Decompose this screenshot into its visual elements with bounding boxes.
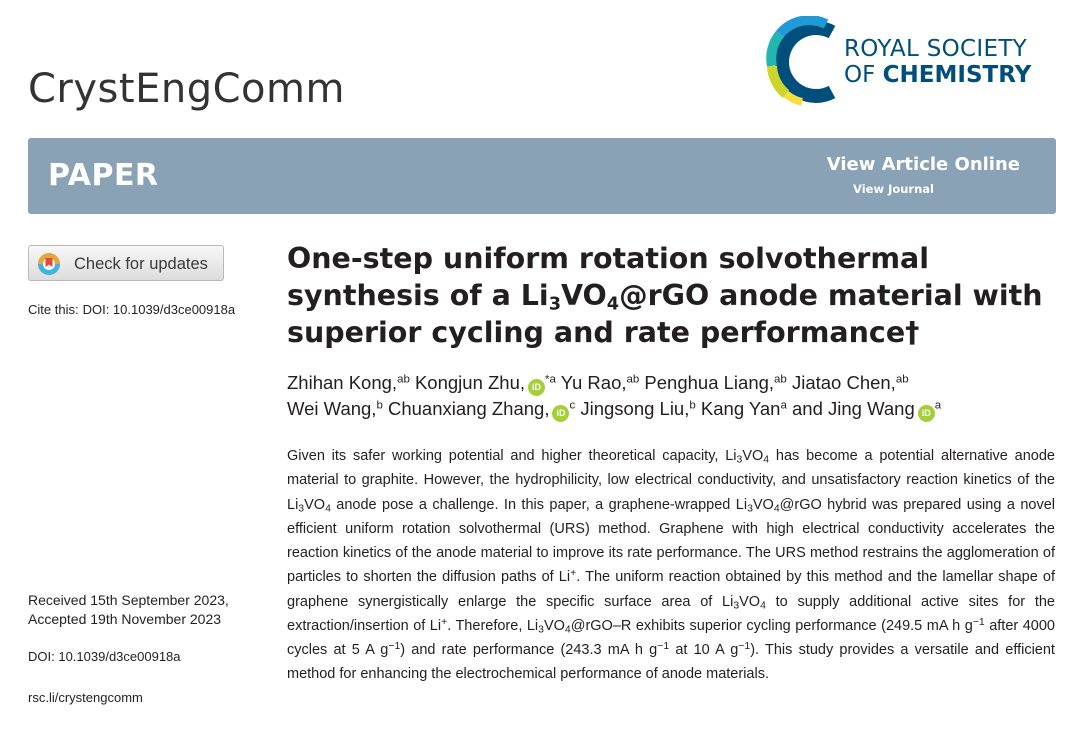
author-name[interactable]: Jing Wang	[828, 398, 915, 419]
abstract	[287, 444, 1055, 687]
abstract-text: after 4000 cycles at 5 A g	[287, 617, 1055, 658]
author-name[interactable]: Kongjun Zhu,	[414, 372, 526, 393]
abstract-text: at 10 A g	[669, 642, 739, 658]
received-accepted-dates	[28, 591, 229, 629]
author-name[interactable]: Jiatao Chen,	[791, 372, 896, 393]
check-for-updates-label: Check for updates	[74, 255, 208, 273]
article-title: One-step uniform rotation solvothermal synthesis of a $Li_3VO_4@rGO$ anode material with superior cycling and rate performance†	[287, 242, 1043, 349]
abstract-text: ). This study provides a versatile and efficient method for enhancing the electrochemical performance of anode materials.	[287, 642, 1055, 683]
view-journal-link[interactable]: View Journal	[853, 182, 934, 196]
cite-this	[28, 302, 235, 317]
abstract-text: VO	[304, 496, 326, 513]
journal-title: CrystEngComm	[28, 66, 345, 112]
abstract-text: VO	[742, 448, 764, 464]
abstract-text: 4	[760, 600, 766, 612]
cite-label: Cite this:	[28, 302, 79, 317]
doi: DOI: 10.1039/d3ce00918a	[28, 649, 181, 664]
author-affiliation: *a	[545, 373, 556, 386]
abstract-text: +	[570, 568, 577, 580]
orcid-icon[interactable]: iD	[528, 379, 545, 396]
abstract-text: @rGO hybrid was prepared using a novel efficient uniform rotation solvothermal (URS) method. Graphene with high electrical conductivity accelerates the reaction kinetics of the anode material to improve its rate performance. The URS method restrains the agglomeration of particles to shorten the diffusion paths of Li	[287, 496, 1055, 586]
author-affiliation: ab	[895, 373, 909, 386]
author-affiliation: ab	[774, 373, 787, 386]
author-name[interactable]: Yu Rao,	[560, 372, 627, 393]
rsc-c-logo-icon	[766, 16, 842, 108]
abstract-text: anode pose a challenge. In this paper, a graphene-wrapped Li	[330, 496, 748, 513]
abstract-text: +	[441, 616, 448, 628]
view-article-online-link[interactable]: View Article Online	[826, 154, 1020, 175]
abstract-text: VO	[752, 496, 774, 513]
crossmark-icon	[37, 252, 61, 276]
author-affiliation: c	[569, 399, 576, 412]
cite-doi[interactable]: DOI: 10.1039/d3ce00918a	[82, 302, 236, 317]
orcid-icon[interactable]: iD	[918, 405, 935, 422]
orcid-icon[interactable]: iD	[552, 405, 569, 422]
abstract-text: −1	[657, 640, 670, 652]
abstract-text: −1	[388, 640, 401, 652]
abstract-text: 3	[298, 503, 305, 515]
abstract-text: 3	[733, 600, 740, 612]
abstract-text: −1	[972, 616, 985, 628]
abstract-text: 3	[538, 624, 544, 636]
article-type-label: PAPER	[48, 158, 159, 193]
abstract-text: 4	[773, 503, 780, 515]
check-for-updates-button[interactable]	[28, 245, 224, 281]
author-name[interactable]: Chuanxiang Zhang,	[387, 398, 550, 419]
publisher-logo[interactable]	[766, 16, 1056, 108]
abstract-text: . Therefore, Li	[447, 617, 539, 634]
accepted-date: Accepted 19th November 2023	[28, 611, 222, 627]
author-affiliation: ab	[626, 373, 640, 386]
abstract-text: VO	[543, 617, 565, 634]
abstract-text: −1	[738, 640, 751, 652]
journal-link[interactable]: rsc.li/crystengcomm	[28, 690, 143, 705]
author-name[interactable]: Penghua Liang,	[644, 372, 775, 393]
received-date: Received 15th September 2023,	[28, 592, 229, 608]
abstract-text: Given its safer working potential and higher theoretical capacity, Li	[287, 448, 737, 464]
author-name[interactable]: Kang Yan	[700, 398, 781, 419]
abstract-text: 4	[325, 503, 331, 515]
abstract-text: VO	[739, 593, 761, 610]
abstract-text: @rGO–R exhibits superior cycling performance (249.5 mA h g	[570, 617, 973, 634]
author-affiliation: ab	[397, 373, 410, 386]
article-type-banner	[28, 138, 1056, 214]
abstract-text: 3	[736, 454, 743, 466]
abstract-text: 3	[747, 503, 753, 515]
abstract-text: ) and rate performance (243.3 mA h g	[400, 642, 658, 658]
author-affiliation: b	[689, 399, 696, 412]
abstract-text: has become a potential alternative anode material to graphite. However, the hydrophilicity, low electrical conductivity, and unsatisfactory reaction kinetics of the Li	[287, 448, 1055, 513]
author-affiliation: a	[934, 399, 942, 412]
author-name[interactable]: Zhihan Kong,	[287, 372, 398, 393]
author-affiliation: b	[376, 399, 383, 412]
abstract-text: 4	[763, 454, 770, 466]
abstract-text: to supply additional active sites for the extraction/insertion of Li	[287, 593, 1055, 634]
publisher-name-line2: OF CHEMISTRY	[844, 62, 1032, 88]
author-name[interactable]: Wei Wang,	[287, 398, 377, 419]
publisher-name-line1: ROYAL SOCIETY	[844, 36, 1028, 62]
abstract-text: 4	[564, 624, 571, 636]
author-affiliation: a	[780, 399, 787, 412]
abstract-text: . The uniform reaction obtained by this method and the lamellar shape of graphene synergistically enlarge the specific surface area of Li	[287, 569, 1055, 610]
author-list: Zhihan Kong,$^{ab}$ Kongjun Zhu, $iD^{*a}$ Yu Rao,$^{ab}$ Penghua Liang,$^{ab}$ Jiatao Chen,$^{ab}$ Wei Wang,$^b$ Chuanxiang Zhang, $iD^c$ Jingsong Liu,$^b$ Kang Yan$^a$ and Jing Wang $iD^a$	[287, 370, 1067, 422]
author-name[interactable]: Jingsong Liu,	[580, 398, 690, 419]
